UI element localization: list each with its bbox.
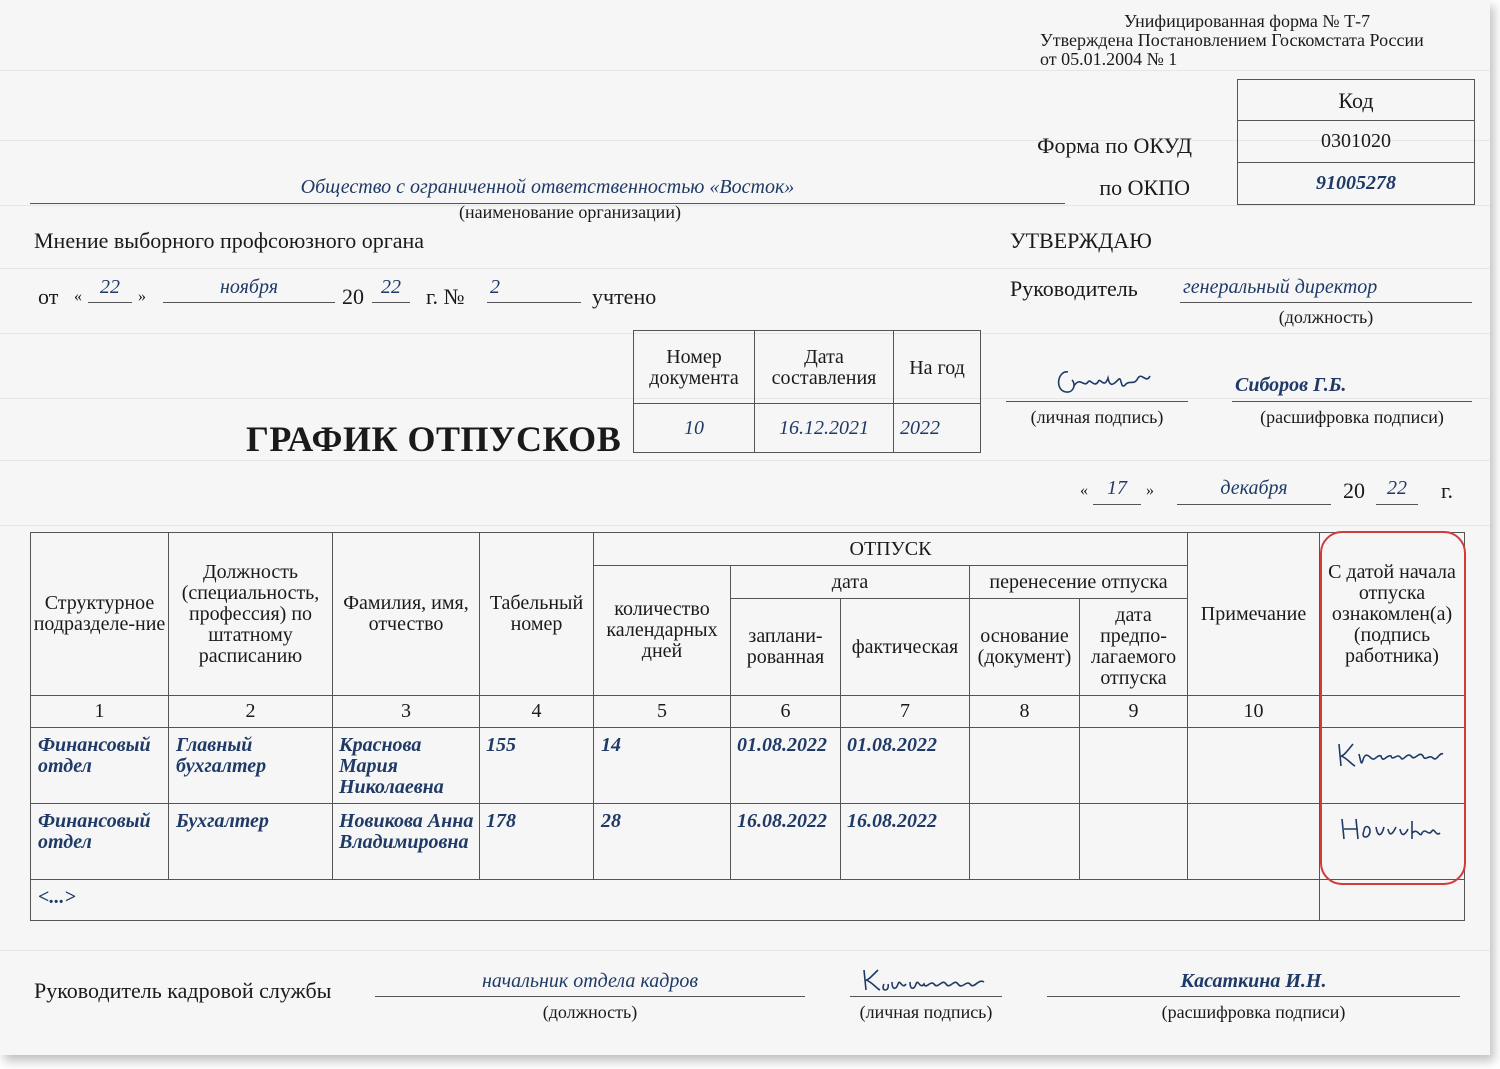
form-header <box>1040 12 1480 69</box>
union-year-prefix: 20 <box>342 284 364 309</box>
paper-stripe <box>0 460 1490 461</box>
union-day: 22 <box>100 276 120 298</box>
row2-days: 28 <box>601 810 621 832</box>
col-number-6: 6 <box>780 700 791 722</box>
approve-signature-line <box>1006 401 1188 402</box>
col-number-10: 10 <box>1243 700 1264 722</box>
header-transfer: перенесение отпуска <box>989 570 1168 593</box>
okpo-label: по ОКПО <box>1099 175 1190 200</box>
form-line-1: Унифицированная форма № Т-7 <box>1124 11 1371 31</box>
row1-planned: 01.08.2022 <box>737 734 827 756</box>
vacation-table <box>30 532 1465 921</box>
union-month: ноября <box>219 276 279 298</box>
col-number-7: 7 <box>900 700 910 722</box>
row2-actual: 16.08.2022 <box>847 810 937 832</box>
approve-position-caption: (должность) <box>1278 307 1374 327</box>
footer-label: Руководитель кадровой службы <box>34 978 332 1003</box>
row2-dept: Финансовый отдел <box>38 810 151 853</box>
footer-position: начальник отдела кадров <box>481 970 699 992</box>
header-date: дата <box>831 570 869 593</box>
approve-day: 17 <box>1107 477 1127 499</box>
form-line-2: Утверждена Постановлением Госкомстата России <box>1040 30 1424 50</box>
header-planned: заплани-рованная <box>746 625 825 668</box>
approve-month: декабря <box>1220 477 1288 499</box>
row1-dept: Финансовый отдел <box>38 734 151 777</box>
okpo-value: 91005278 <box>1316 172 1396 194</box>
union-month-line <box>163 302 335 303</box>
doc-info-date: 16.12.2021 <box>779 416 869 439</box>
row1-actual: 01.08.2022 <box>847 734 937 756</box>
okud-label: Форма по ОКУД <box>1037 133 1192 158</box>
header-dept: Структурное подразделе-ние <box>33 592 166 635</box>
footer-signature-line <box>850 996 1002 997</box>
union-number-line <box>487 302 581 303</box>
footer-position-line <box>375 996 805 997</box>
row1-days: 14 <box>601 734 621 756</box>
footer-position-caption: (должность) <box>542 1002 638 1022</box>
col-number-3: 3 <box>401 700 411 722</box>
approve-year-suffix: г. <box>1441 478 1454 503</box>
footer-name: Касаткина И.Н. <box>1180 970 1327 992</box>
approve-quote-open: « <box>1080 482 1088 499</box>
header-basis: основание (документ) <box>977 625 1072 668</box>
col-number-8: 8 <box>1019 700 1030 722</box>
row2-planned: 16.08.2022 <box>737 810 827 832</box>
header-fio: Фамилия, имя, отчество <box>343 592 469 635</box>
organization-caption: (наименование организации) <box>459 202 681 222</box>
codes-title: Код <box>1338 88 1374 113</box>
header-ack: С датой начала отпуска ознакомлен(а) (подпись работника) <box>1328 560 1456 667</box>
document-title: ГРАФИК ОТПУСКОВ <box>246 419 622 459</box>
doc-info-year: 2022 <box>900 416 940 439</box>
doc-info-table <box>633 330 981 453</box>
okud-value: 0301020 <box>1321 130 1391 152</box>
doc-info-col-date: Дата составления <box>771 346 877 389</box>
row1-tab: 155 <box>486 734 516 756</box>
row1-fio: Краснова Мария Николаевна <box>339 734 444 798</box>
header-position: Должность (специальность, профессия) по штатному расписанию <box>181 560 320 667</box>
union-year-line <box>372 302 410 303</box>
col-number-2: 2 <box>245 700 256 722</box>
approve-title: УТВЕРЖДАЮ <box>1010 228 1152 253</box>
form-line-3: от 05.01.2004 № 1 <box>1040 49 1178 69</box>
footer-name-line <box>1047 996 1460 997</box>
table-ellipsis: <...> <box>38 886 76 908</box>
approve-name: Сиборов Г.Б. <box>1235 374 1347 396</box>
union-year: 22 <box>381 276 401 298</box>
doc-info-number: 10 <box>684 416 704 439</box>
paper-stripe <box>0 268 1490 269</box>
union-quote-close: » <box>138 288 146 305</box>
row2-fio: Новикова Анна Владимировна <box>339 810 474 853</box>
union-from: от <box>38 284 59 309</box>
union-number: 2 <box>490 276 500 298</box>
header-days: количество календарных дней <box>606 598 718 662</box>
row2-tab: 178 <box>486 810 516 832</box>
approve-quote-close: » <box>1146 482 1154 499</box>
approve-position: генеральный директор <box>1183 276 1378 298</box>
paper-stripe <box>0 525 1490 526</box>
approve-head-label: Руководитель <box>1010 276 1138 301</box>
organization-name: Общество с ограниченной ответственностью «Восток» <box>300 176 795 198</box>
footer-signature-graphic <box>858 964 998 996</box>
col-number-1: 1 <box>94 700 105 722</box>
header-note: Примечание <box>1200 602 1307 625</box>
codes-box <box>1237 79 1475 205</box>
approve-year: 22 <box>1387 477 1407 499</box>
union-number-label: г. № <box>426 284 465 309</box>
union-label: Мнение выборного профсоюзного органа <box>34 228 425 253</box>
col-number-9: 9 <box>1128 700 1139 722</box>
header-expected: дата предпо-лагаемого отпуска <box>1090 604 1177 689</box>
union-result: учтено <box>592 284 657 309</box>
approve-month-line <box>1177 504 1331 505</box>
doc-info-col-year: На год <box>909 356 965 379</box>
header-tab: Табельный номер <box>489 592 584 635</box>
row1-position: Главный бухгалтер <box>176 734 267 777</box>
approve-year-prefix: 20 <box>1343 478 1365 503</box>
approve-day-line <box>1093 504 1141 505</box>
ack-column-highlight <box>1320 531 1466 885</box>
approve-year-line <box>1376 504 1418 505</box>
director-signature-graphic <box>1050 362 1160 402</box>
approve-name-line <box>1232 401 1472 402</box>
doc-info-col-number: Номер документа <box>649 346 739 389</box>
footer-signature-caption: (личная подпись) <box>859 1002 993 1022</box>
union-day-line <box>88 302 132 303</box>
paper-stripe <box>0 950 1490 951</box>
approve-signature-caption: (личная подпись) <box>1030 407 1164 427</box>
col-number-5: 5 <box>657 700 667 722</box>
approve-position-line <box>1180 302 1472 303</box>
header-vacation: ОТПУСК <box>849 537 932 560</box>
header-actual: фактическая <box>851 635 959 658</box>
footer-name-caption: (расшифровка подписи) <box>1161 1002 1346 1022</box>
paper-stripe <box>0 70 1490 71</box>
union-quote-open: « <box>74 288 82 305</box>
col-number-4: 4 <box>531 700 542 722</box>
approve-name-caption: (расшифровка подписи) <box>1260 407 1444 427</box>
row2-position: Бухгалтер <box>176 810 269 832</box>
